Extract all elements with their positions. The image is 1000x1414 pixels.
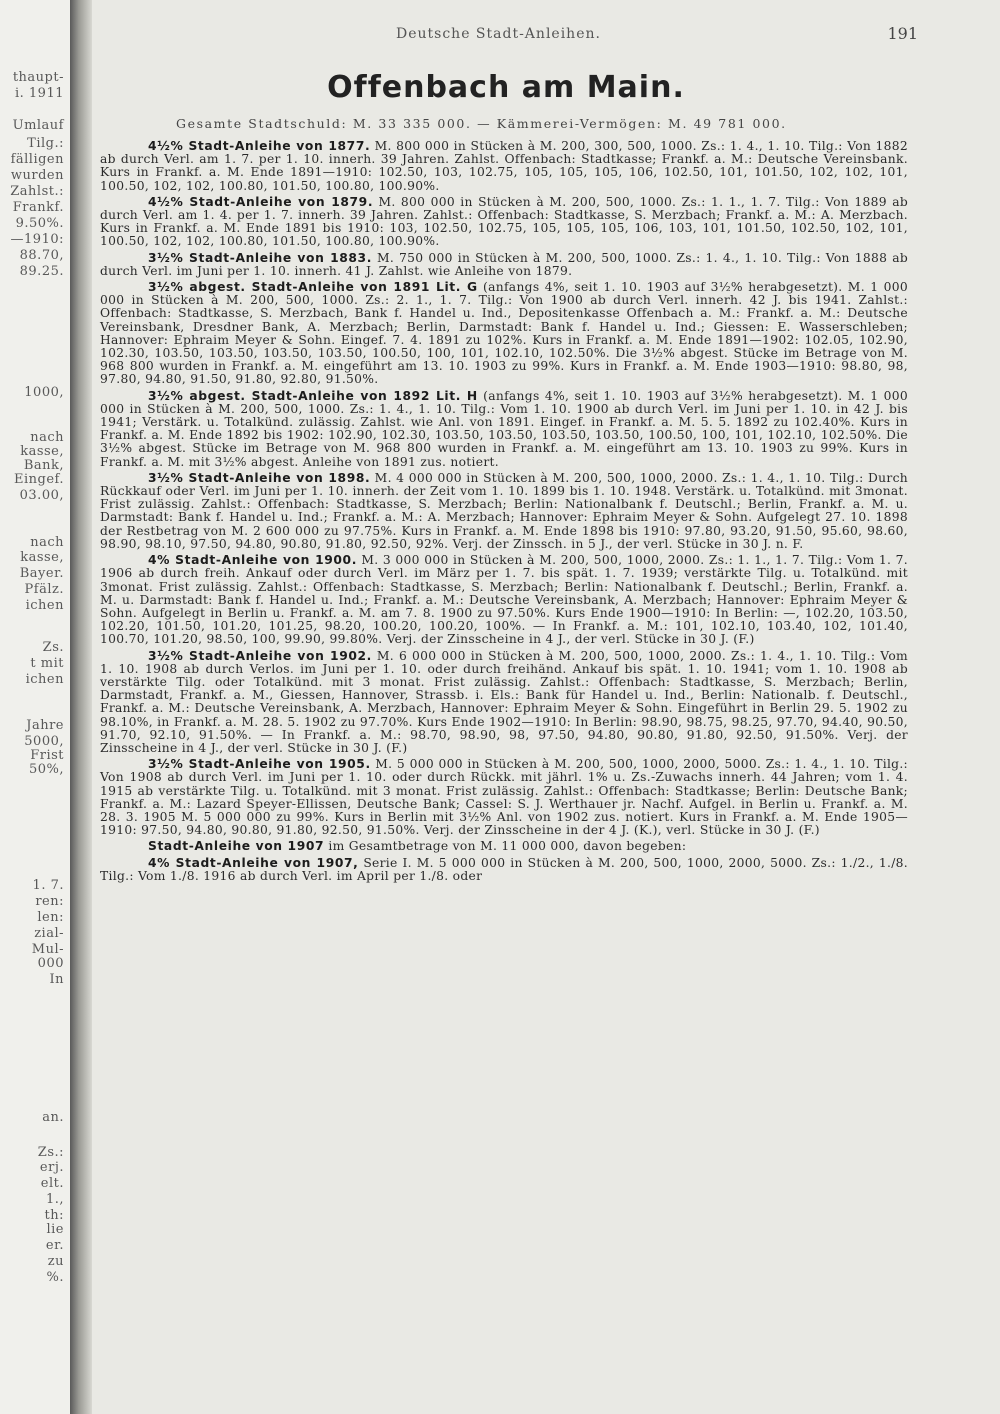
margin-bleed-text: Jahre bbox=[26, 718, 64, 733]
margin-bleed-text: 9.50%. bbox=[15, 216, 64, 231]
loan-heading: 3½% Stadt-Anleihe von 1883. bbox=[148, 250, 372, 265]
margin-bleed-text: ichen bbox=[25, 598, 64, 613]
loan-entry bbox=[100, 252, 908, 278]
entries bbox=[100, 140, 908, 886]
margin-bleed-text: th: bbox=[44, 1208, 64, 1223]
margin-bleed-text: In bbox=[49, 972, 64, 987]
margin-bleed-text: Mul- bbox=[31, 942, 64, 957]
loan-text: im Gesamtbetrage von M. 11 000 000, davon begeben: bbox=[324, 839, 687, 854]
margin-bleed-text: 89.25. bbox=[19, 264, 64, 279]
margin-bleed-text: Umlauf bbox=[12, 118, 64, 133]
loan-text: (anfangs 4%, seit 1. 10. 1903 auf 3½% herabgesetzt). M. 1 000 000 in Stücken à M. 200, 500, 1000. Zs.: 1. 4., 1. 10. Tilg.: Vom 1. 10. 1900 ab durch Verl. im Juni per 1. 10. in 42 J. bis 1941; Verstärk. u. Totalkünd. zulässig. Zahlst. wie Anl. von 1891. Eingef. in Frankf. a. M. 5. 5. 1892 zu 102.40%. Kurs in Frankf. a. M. Ende 1892 bis 1902: 102.90, 102.30, 103.50, 103.50, 103.50, 103.50, 100.50, 100, 101, 102.10, 102.50%. Die 3½% abgest. Stücke im Betrage von M. 968 800 wurden in Frankf. a. M. eingeführt am 13. 10. 1903 zu 99%. Kurs in Frankf. a. M. mit 3½% abgest. Anleihe von 1891 zus. notiert. bbox=[100, 388, 908, 469]
loan-heading: 3½% abgest. Stadt-Anleihe von 1892 Lit. H bbox=[148, 388, 478, 403]
margin-bleed-text: Frankf. bbox=[12, 200, 64, 215]
margin-bleed-text: wurden bbox=[10, 168, 64, 183]
margin-bleed-text: kasse, bbox=[20, 550, 64, 565]
loan-text: (anfangs 4%, seit 1. 10. 1903 auf 3½% herabgesetzt). M. 1 000 000 in Stücken à M. 200, 500, 1000. Zs.: 2. 1., 1. 7. Tilg.: Von 1900 ab durch Verl. innerh. 42 J. bis 1941. Zahlst.: Offenbach: Stadtkasse, S. Merzbach, Bank f. Handel u. Ind., Depositenkasse Offenbach a. M.: Frankf. a. M.: Deutsche Vereinsbank, Dresdner Bank, A. Merzbach; Berlin, Darmstadt: Bank f. Handel u. Ind.; Giessen: E. Wasserschleben; Hannover: Ephraim Meyer & Sohn. Eingef. 7. 4. 1891 zu 102%. Kurs in Frankf. a. M. Ende 1891—1902: 102.05, 102.90, 102.30, 103.50, 103.50, 103.50, 103.50, 100.50, 100, 101, 102.10, 102.50%. Die 3½% abgest. Stücke im Betrage von M. 968 800 wurden in Frankf. a. M. eingeführt am 13. 10. 1903 zu 99%. Kurs in Frankf. a. M. Ende 1903—1910: 98.80, 98, 97.80, 94.80, 91.50, 91.80, 92.80, 91.50%. bbox=[100, 280, 909, 387]
debt-summary: Gesamte Stadtschuld: M. 33 335 000. — Kämmerei-Vermögen: M. 49 781 000. bbox=[176, 116, 787, 131]
loan-text: M. 3 000 000 in Stücken à M. 200, 500, 1000, 2000. Zs.: 1. 1., 1. 7. Tilg.: Vom 1. 7. 1906 ab durch freih. Ankauf oder durch Verl. im März per 1. 7. bis spät. 1. 7. 1939; verstärkte Tilg. u. Totalkünd. mit 3monat. Frist zulässig. Zahlst.: Offenbach: Stadtkasse, S. Merzbach; Berlin: Nationalbank f. Deutschl.; Berlin, Frankf. a. M. u. Darmstadt: Bank f. Handel u. Ind.; Frankf. a. M.: Deutsche Vereinsbank, A. Merzbach; Hannover: Ephraim Meyer & Sohn. Aufgelegt in Berlin u. Frankf. a. M. am 7. 8. 1900 zu 97.50%. Kurs Ende 1900—1910: In Berlin: —, 102.20, 103.50, 102.20, 101.50, 101.20, 101.25, 98.20, 100.20, 100.20, 100%. — In Frankf. a. M.: 101, 102.10, 103.40, 102, 101.40, 100.70, 101.20, 98.50, 100, 99.90, 99.80%. Verj. der Zinsscheine in 4 J., der verl. Stücke in 30 J. (F.) bbox=[100, 553, 908, 647]
loan-heading: 4% Stadt-Anleihe von 1900. bbox=[148, 553, 357, 568]
margin-bleed-text: Zahlst.: bbox=[10, 184, 64, 199]
margin-bleed-text: 1., bbox=[45, 1192, 64, 1207]
loan-heading: 4½% Stadt-Anleihe von 1877. bbox=[148, 139, 371, 153]
loan-entry bbox=[100, 472, 908, 551]
margin-bleed-text: Frist bbox=[30, 748, 64, 763]
margin-bleed-text: thaupt- bbox=[12, 70, 64, 85]
margin-bleed-text: 1. 7. bbox=[32, 878, 64, 893]
margin-bleed-text: zu bbox=[47, 1254, 64, 1269]
margin-bleed-text: Bayer. bbox=[19, 566, 64, 581]
loan-heading: 4% Stadt-Anleihe von 1907, bbox=[148, 855, 359, 870]
margin-bleed-text: Zs.: bbox=[37, 1145, 64, 1160]
page-number: 191 bbox=[887, 24, 918, 43]
previous-page-margin bbox=[0, 0, 71, 1414]
running-head: Deutsche Stadt-Anleihen. bbox=[396, 26, 601, 42]
loan-text: M. 750 000 in Stücken à M. 200, 500, 1000. Zs.: 1. 4., 1. 10. Tilg.: Von 1888 ab durch Verl. im Juni per 1. 10. innerh. 41 J. Zahlst. wie Anleihe von 1879. bbox=[100, 250, 909, 278]
margin-bleed-text: ichen bbox=[25, 672, 64, 687]
margin-bleed-text: Bank, bbox=[23, 458, 64, 473]
margin-bleed-text: an. bbox=[42, 1110, 64, 1125]
loan-entry bbox=[100, 196, 908, 249]
margin-bleed-text: zial- bbox=[34, 926, 64, 941]
margin-bleed-text: er. bbox=[45, 1238, 64, 1253]
margin-bleed-text: fälligen bbox=[10, 152, 64, 167]
margin-bleed-text: elt. bbox=[40, 1176, 64, 1191]
loan-heading: Stadt-Anleihe von 1907 bbox=[148, 839, 325, 854]
loan-text: M. 800 000 in Stücken à M. 200, 500, 1000. Zs.: 1. 1., 1. 7. Tilg.: Von 1889 ab durch Verl. am 1. 4. per 1. 7. innerh. 39 Jahren. Zahlst.: Offenbach: Stadtkasse, S. Merzbach; Frankf. a. M.: A. Merzbach. Kurs in Frankf. a. M. Ende 1891 bis 1910: 103, 102.50, 102.75, 105, 105, 105, 106, 103, 101, 101.50, 102.50, 102, 101, 100.50, 102, 102, 100.80, 101.50, 100.80, 100.90%. bbox=[100, 194, 908, 249]
loan-text: M. 6 000 000 in Stücken à M. 200, 500, 1000, 2000. Zs.: 1. 4., 1. 10. Tilg.: Vom 1. 10. 1908 ab durch Verlos. im Juni per 1. 10. oder durch freihänd. Ankauf bis spät. 1. 10. 1941; vom 1. 10. 1908 ab verstärkte Tilg. oder Totalkünd. mit 3 monat. Frist zulässig. Zahlst.: Offenbach: Stadtkasse, S. Merzbach; Berlin, Darmstadt, Frankf. a. M., Giessen, Hannover, Strassb. i. Els.: Bank für Handel u. Ind., Berlin: Nationalb. f. Deutschl., Frankf. a. M.: Deutsche Vereinsbank, A. Merzbach, Hannover: Ephraim Meyer & Sohn. Eingeführt in Berlin 29. 5. 1902 zu 98.10%, in Frankf. a. M. 28. 5. 1902 zu 97.70%. Kurs Ende 1902—1910: In Berlin: 98.90, 98.75, 98.25, 97.70, 94.40, 90.50, 91.70, 92.10, 91.50%. — In Frankf. a. M.: 98.70, 98.90, 98, 97.50, 94.80, 90.80, 91.80, 92.50, 91.50%. Verj. der Zinsscheine in 4 J., der verl. Stücke in 30 J. (F.) bbox=[100, 648, 908, 755]
margin-bleed-text: nach bbox=[30, 430, 64, 445]
margin-bleed-text: 1000, bbox=[24, 385, 64, 400]
margin-bleed-text: nach bbox=[30, 535, 64, 550]
loan-heading: 4½% Stadt-Anleihe von 1879. bbox=[148, 194, 374, 209]
margin-bleed-text: i. 1911 bbox=[14, 86, 64, 101]
margin-bleed-text: len: bbox=[37, 910, 64, 925]
loan-entry bbox=[100, 758, 908, 837]
loan-text: Serie I. M. 5 000 000 in Stücken à M. 200, 500, 1000, 2000, 5000. Zs.: 1./2., 1./8. Tilg.: Vom 1./8. 1916 ab durch Verl. im April per 1./8. oder bbox=[100, 855, 908, 883]
loan-heading: 3½% Stadt-Anleihe von 1902. bbox=[148, 648, 372, 663]
margin-bleed-text: %. bbox=[46, 1270, 64, 1285]
margin-bleed-text: t mit bbox=[30, 656, 64, 671]
margin-bleed-text: ren: bbox=[35, 894, 64, 909]
margin-bleed-text: lie bbox=[46, 1222, 64, 1237]
loan-entry bbox=[100, 840, 908, 853]
margin-bleed-text: —1910: bbox=[10, 232, 64, 247]
margin-bleed-text: Tilg.: bbox=[27, 136, 64, 151]
margin-bleed-text: erj. bbox=[39, 1160, 64, 1175]
loan-entry bbox=[100, 857, 908, 883]
margin-bleed-text: 000 bbox=[37, 956, 64, 971]
margin-bleed-text: Zs. bbox=[42, 640, 64, 655]
loan-heading: 3½% Stadt-Anleihe von 1898. bbox=[148, 470, 371, 485]
loan-entry bbox=[100, 650, 908, 756]
margin-bleed-text: 03.00, bbox=[19, 488, 64, 503]
loan-text: M. 4 000 000 in Stücken à M. 200, 500, 1000, 2000. Zs.: 1. 4., 1. 10. Tilg.: Durch Rückkauf oder Verl. im Juni per 1. 10. innerh. der Zeit vom 1. 10. 1899 bis 1. 10. 1948. Verstärk. u. Totalkünd. mit 3monat. Frist zulässig. Zahlst.: Offenbach: Stadtkasse, S. Merzbach; Berlin: Nationalbank f. Deutschl.; Berlin, Frankf. a. M. u. Darmstadt: Bank f. Handel u. Ind.; Frankf. a. M.: A. Merzbach; Hannover: Ephraim Meyer & Sohn. Aufgelegt 27. 10. 1898 der Restbetrag von M. 2 600 000 zu 97.75%. Kurs in Frankf. a. M. Ende 1898 bis 1910: 97.80, 93.20, 91.50, 95.60, 98.60, 98.90, 98.10, 97.50, 94.80, 90.80, 91.80, 92.50, 92%. Verj. der Zinssch. in 5 J., der verl. Stücke in 30 J. n. F. bbox=[100, 470, 908, 551]
margin-bleed-text: Pfälz. bbox=[24, 582, 64, 597]
margin-bleed-text: Eingef. bbox=[13, 472, 64, 487]
margin-bleed-text: 88.70, bbox=[19, 248, 64, 263]
book-gutter bbox=[70, 0, 92, 1414]
margin-bleed-text: 50%, bbox=[28, 762, 64, 777]
loan-entry bbox=[100, 554, 908, 646]
loan-text: M. 800 000 in Stücken à M. 200, 300, 500, 1000. Zs.: 1. 4., 1. 10. Tilg.: Von 1882 ab durch Verl. am 1. 7. per 1. 10. innerh. 39 Jahren. Zahlst. Offenbach: Stadtkasse; Frankf. a. M.: Deutsche Vereinsbank. Kurs in Frankf. a. M. Ende 1891—1910: 102.50, 103, 102.75, 105, 105, 105, 106, 102.50, 101, 101.50, 102, 102, 101, 100.50, 102, 102, 100.80, 101.50, 100.80, 100.90%. bbox=[100, 139, 908, 193]
margin-bleed-text: 5000, bbox=[24, 734, 64, 749]
page bbox=[96, 22, 916, 1402]
loan-heading: 3½% abgest. Stadt-Anleihe von 1891 Lit. G bbox=[148, 280, 478, 295]
loan-heading: 3½% Stadt-Anleihe von 1905. bbox=[148, 757, 371, 772]
margin-bleed-text: kasse, bbox=[20, 444, 64, 459]
loan-text: M. 5 000 000 in Stücken à M. 200, 500, 1000, 2000, 5000. Zs.: 1. 4., 1. 10. Tilg.: Von 1908 ab durch Verl. im Juni per 1. 10. oder durch Rückk. mit jährl. 1% u. Zs.-Zuwachs innerh. 44 Jahren; vom 1. 4. 1915 ab verstärkte Tilg. u. Totalkünd. mit 3 monat. Frist zulässig. Zahlst.: Offenbach: Stadtkasse; Berlin: Deutsche Bank; Frankf. a. M.: Lazard Speyer-Ellissen, Deutsche Bank; Cassel: S. J. Werthauer jr. Nachf. Aufgel. in Berlin u. Frankf. a. M. 28. 3. 1905 M. 5 000 000 zu 99%. Kurs in Berlin mit 3½% Anl. von 1902 zus. notiert. Kurs in Frankf. a. M. Ende 1905—1910: 97.50, 94.80, 90.80, 91.80, 92.50, 91.50%. Verj. der Zinsscheine in der 4 J. (K.), verl. Stücke in 30 J. (F.) bbox=[100, 757, 908, 838]
loan-entry bbox=[100, 281, 908, 387]
loan-entry bbox=[100, 140, 908, 193]
page-title: Offenbach am Main. bbox=[327, 70, 685, 105]
loan-entry bbox=[100, 390, 908, 469]
